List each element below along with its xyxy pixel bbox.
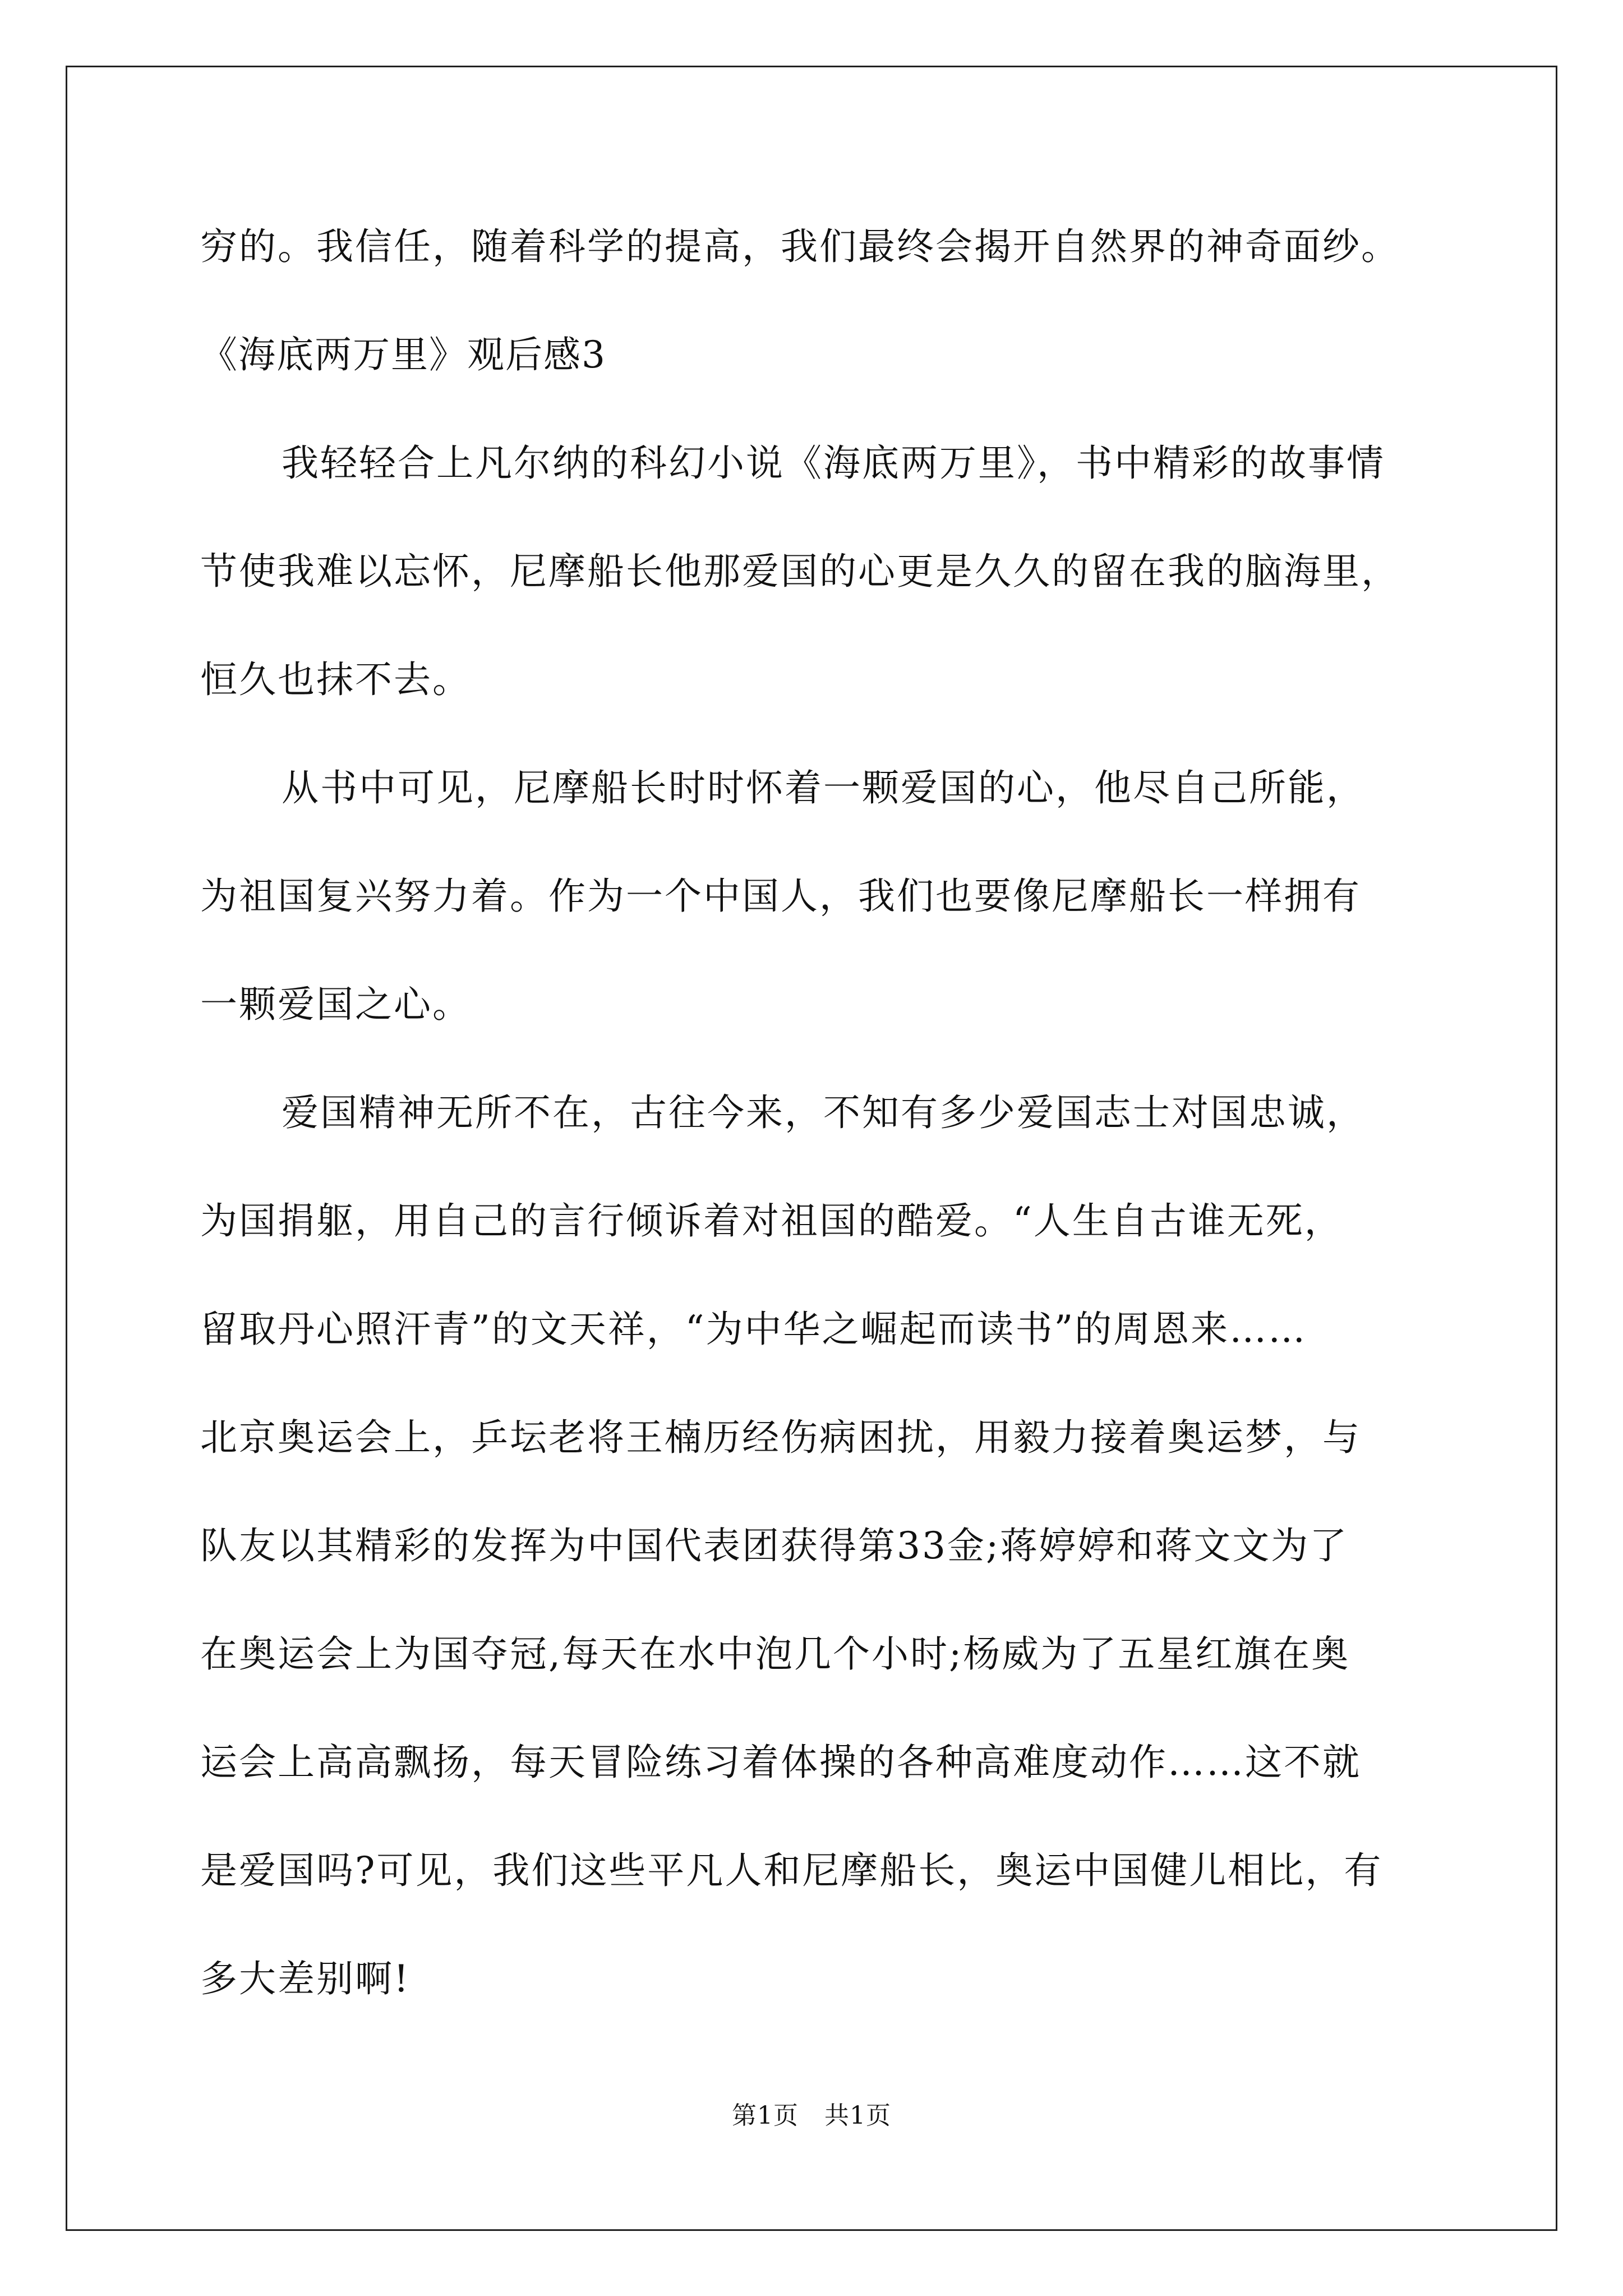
text-line: 为祖国复兴努力着。作为一个中国人，我们也要像尼摩船长一样拥有: [200, 875, 1361, 918]
text-line: 多大差别啊!: [200, 1957, 411, 2000]
page-number-current: 第1页: [732, 2101, 799, 2130]
text-line: 爱国精神无所不在，古往今来，不知有多少爱国志士对国忠诚，: [282, 1091, 1365, 1134]
text-line: 为国捐躯，用自己的言行倾诉着对祖国的酷爱。“人生自古谁无死，: [200, 1199, 1343, 1243]
text-line: 穷的。我信任，随着科学的提高，我们最终会揭开自然界的神奇面纱。: [200, 225, 1400, 268]
page-footer: [0, 2095, 1623, 2131]
text-line: 节使我难以忘怀，尼摩船长他那爱国的心更是久久的留在我的脑海里，: [200, 550, 1400, 593]
page-number-total: 共1页: [824, 2101, 891, 2130]
text-line: 留取丹心照汗青”的文天祥，“为中华之崛起而读书”的周恩来……: [200, 1308, 1307, 1351]
text-line: 从书中可见，尼摩船长时时怀着一颗爱国的心，他尽自己所能，: [282, 766, 1365, 809]
document-body: [200, 213, 1423, 2054]
section-title: 《海底两万里》观后感3: [200, 333, 606, 376]
text-line: 我轻轻合上凡尔纳的科幻小说《海底两万里》，书中精彩的故事情: [282, 441, 1385, 485]
text-line: 一颗爱国之心。: [200, 983, 471, 1026]
text-line: 北京奥运会上，乒坛老将王楠历经伤病困扰，用毅力接着奥运梦，与: [200, 1416, 1361, 1459]
text-line: 在奥运会上为国夺冠,每天在水中泡几个小时;杨威为了五星红旗在奥: [200, 1632, 1350, 1676]
text-line: 运会上高高飘扬，每天冒险练习着体操的各种高难度动作……这不就: [200, 1741, 1361, 1784]
text-line: 队友以其精彩的发挥为中国代表团获得第33金;蒋婷婷和蒋文文为了: [200, 1524, 1349, 1567]
text-line: 是爱国吗?可见，我们这些平凡人和尼摩船长，奥运中国健儿相比，有: [200, 1849, 1383, 1892]
text-line: 恒久也抹不去。: [200, 658, 471, 701]
